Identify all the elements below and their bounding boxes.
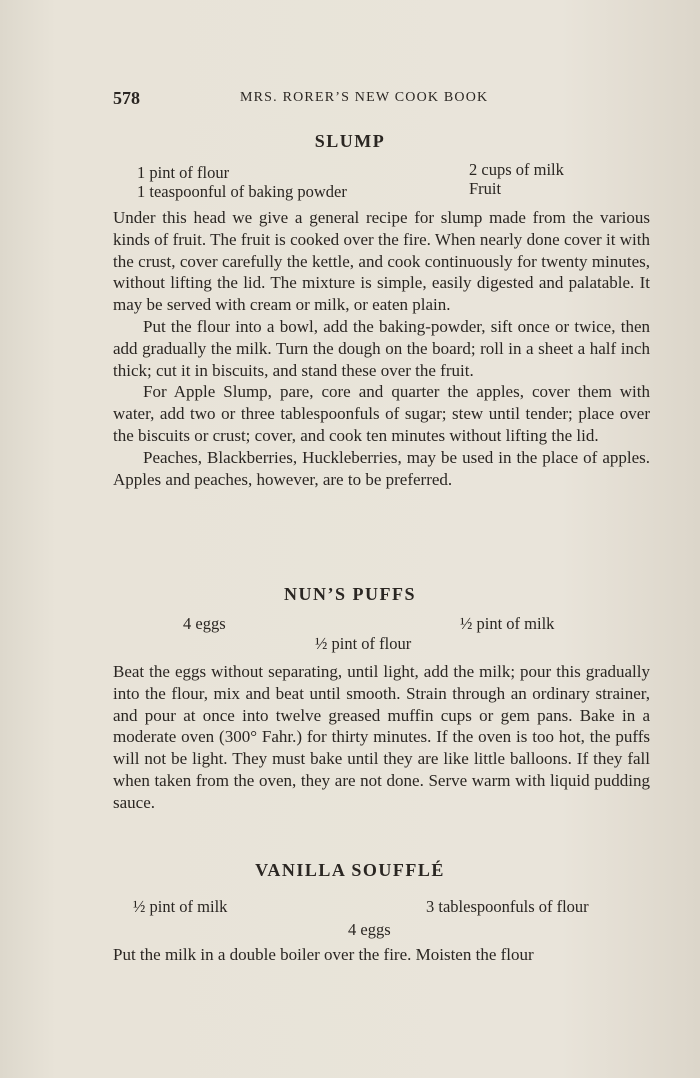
ingredient: 1 pint of flour bbox=[137, 163, 230, 182]
recipe-title-vanilla-souffle: VANILLA SOUFFLÉ bbox=[255, 860, 445, 880]
page-number: 578 bbox=[113, 88, 140, 108]
ingredient: 4 eggs bbox=[348, 920, 391, 939]
recipe-body-vanilla-souffle bbox=[113, 944, 650, 966]
running-title: MRS. RORER’S NEW COOK BOOK bbox=[240, 90, 489, 105]
paragraph: Put the flour into a bowl, add the baking-powder, sift once or twice, then add gradually the milk. Turn the dough on the board; roll in a sheet a half inch thick; cut it in biscuits, and stand these over the fruit. bbox=[113, 316, 650, 380]
ingredient: 3 tablespoonfuls of flour bbox=[426, 897, 589, 916]
recipe-body-nuns-puffs bbox=[113, 661, 650, 814]
paragraph: Put the milk in a double boiler over the fire. Moisten the flour bbox=[113, 945, 534, 964]
paragraph: Beat the eggs without separating, until light, add the milk; pour this gradually into the flour, mix and beat until smooth. Strain through an ordinary strainer, and pour at once into twelve greased muffin cups or gem pans. Bake in a moderate oven (300° Fahr.) for thirty minutes. If the oven is too hot, the puffs will not be light. They must bake until they are like little balloons. If they fall when taken from the oven, they are not done. Serve warm with liquid pudding sauce. bbox=[113, 662, 650, 812]
ingredient: 1 teaspoonful of baking powder bbox=[137, 182, 347, 201]
ingredient: 2 cups of milk bbox=[469, 160, 564, 179]
ingredient: 4 eggs bbox=[183, 614, 226, 633]
ingredient: Fruit bbox=[469, 179, 502, 198]
paragraph: For Apple Slump, pare, core and quarter the apples, cover them with water, add two or three tablespoonfuls of sugar; stew until tender; place over the biscuits or crust; cover, and cook ten minutes without lifting the lid. bbox=[113, 382, 650, 445]
recipe-title-slump: SLUMP bbox=[314, 131, 386, 151]
ingredient: ½ pint of flour bbox=[315, 634, 412, 653]
recipe-title-nuns-puffs: NUN’S PUFFS bbox=[284, 584, 416, 604]
paragraph: Peaches, Blackberries, Huckleberries, may be used in the place of apples. Apples and peaches, however, are to be preferred. bbox=[113, 447, 650, 489]
paragraph: Under this head we give a general recipe for slump made from the various kinds of fruit. The fruit is cooked over the fire. When nearly done cover it with the crust, cover carefully the kettle, and cook continuously for twenty minutes, without lifting the lid. The mixture is simple, easily digested and palatable. It may be served with cream or milk, or eaten plain. bbox=[113, 208, 650, 315]
recipe-body-slump bbox=[113, 207, 650, 490]
ingredient: ½ pint of milk bbox=[133, 897, 228, 916]
ingredient: ½ pint of milk bbox=[460, 614, 555, 633]
